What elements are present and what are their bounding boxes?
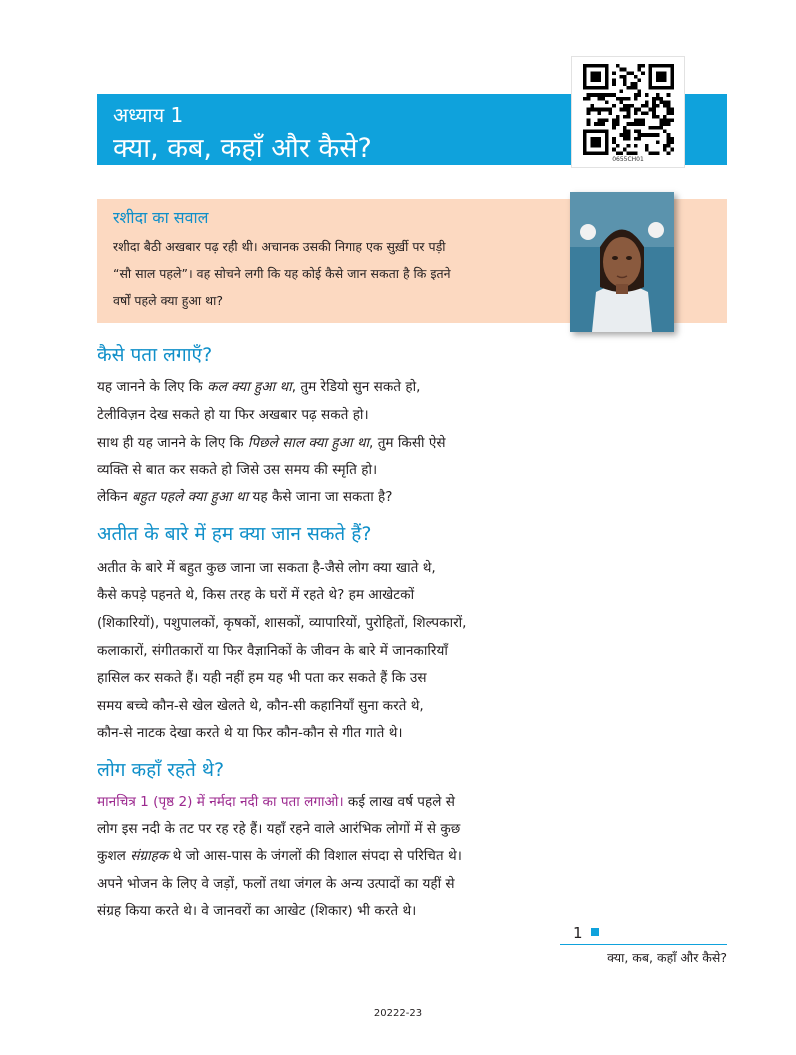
chapter-title: क्या, कब, कहाँ और कैसे? [113,133,372,164]
body-line: मानचित्र 1 (पृष्ठ 2) में नर्मदा नदी का पता लगाओ। कई लाख वर्ष पहले से [97,794,455,810]
body-line: कुशल संग्राहक थे जो आस-पास के जंगलों की विशाल संपदा से परिचित थे। [97,848,462,864]
body-line: साथ ही यह जानने के लिए कि पिछले साल क्या हुआ था, तुम किसी ऐसे [97,435,446,451]
page-number: 1 [573,924,583,942]
section-heading-how: कैसे पता लगाएँ? [97,344,213,366]
body-line: कैसे कपड़े पहनते थे, किस तरह के घरों में रहते थे? हम आखेटकों [97,587,415,603]
intro-line: “सौ साल पहले”। वह सोचने लगी कि यह कोई कैसे जान सकता है कि इतने [113,266,451,281]
body-line: हासिल कर सकते हैं। यही नहीं हम यह भी पता कर सकते हैं कि उस [97,670,427,686]
body-line: लोग इस नदी के तट पर रह रहे हैं। यहाँ रहने वाले आरंभिक लोगों में से कुछ [97,821,461,837]
intro-line: वर्षों पहले क्या हुआ था? [113,293,223,308]
chapter-label: अध्याय 1 [113,103,184,127]
body-line: लेकिन बहुत पहले क्या हुआ था यह कैसे जाना जा सकता है? [97,489,393,505]
qr-code-box[interactable] [571,56,685,168]
body-line: कौन-से नाटक देखा करते थे या फिर कौन-कौन से गीत गाते थे। [97,725,403,741]
qr-caption: 0655CH01 [612,156,644,163]
body-line: व्यक्ति से बात कर सकते हो जिसे उस समय की स्मृति हो। [97,462,378,478]
body-line: समय बच्चे कौन-से खेल खेलते थे, कौन-सी कहानियाँ सुना करते थे, [97,698,424,714]
page-number-square [591,928,599,936]
body-line: (शिकारियों), पशुपालकों, कृषकों, शासकों, व्यापारियों, पुरोहितों, शिल्पकारों, [97,615,467,631]
footer-rule [560,944,727,945]
body-line: अतीत के बारे में बहुत कुछ जाना जा सकता है-जैसे लोग क्या खाते थे, [97,560,436,576]
section-heading-where: लोग कहाँ रहते थे? [97,759,225,781]
body-line: संग्रह किया करते थे। वे जानवरों का आखेट (शिकार) भी करते थे। [97,903,417,919]
edition-year: 20222-23 [373,1008,423,1019]
body-line: कलाकारों, संगीतकारों या फिर वैज्ञानिकों के जीवन के बारे में जानकारियाँ [97,643,448,659]
map-reference: मानचित्र 1 (पृष्ठ 2) में नर्मदा नदी का पता लगाओ। [97,794,344,810]
body-line: टेलीविज़न देख सकते हो या फिर अखबार पढ़ सकते हो। [97,407,369,423]
girl-photo [570,192,674,332]
intro-heading: रशीदा का सवाल [113,208,209,227]
intro-line: रशीदा बैठी अखबार पढ़ रही थी। अचानक उसकी निगाह एक सुर्ख़ी पर पड़ी [113,239,446,254]
body-line: यह जानने के लिए कि कल क्या हुआ था, तुम रेडियो सुन सकते हो, [97,379,421,395]
body-line: अपने भोजन के लिए वे जड़ों, फलों तथा जंगल के अन्य उत्पादों का यहीं से [97,876,455,892]
running-title: क्या, कब, कहाँ और कैसे? [607,950,727,965]
qr-code-icon[interactable] [583,64,674,155]
section-heading-past: अतीत के बारे में हम क्या जान सकते हैं? [97,523,372,545]
